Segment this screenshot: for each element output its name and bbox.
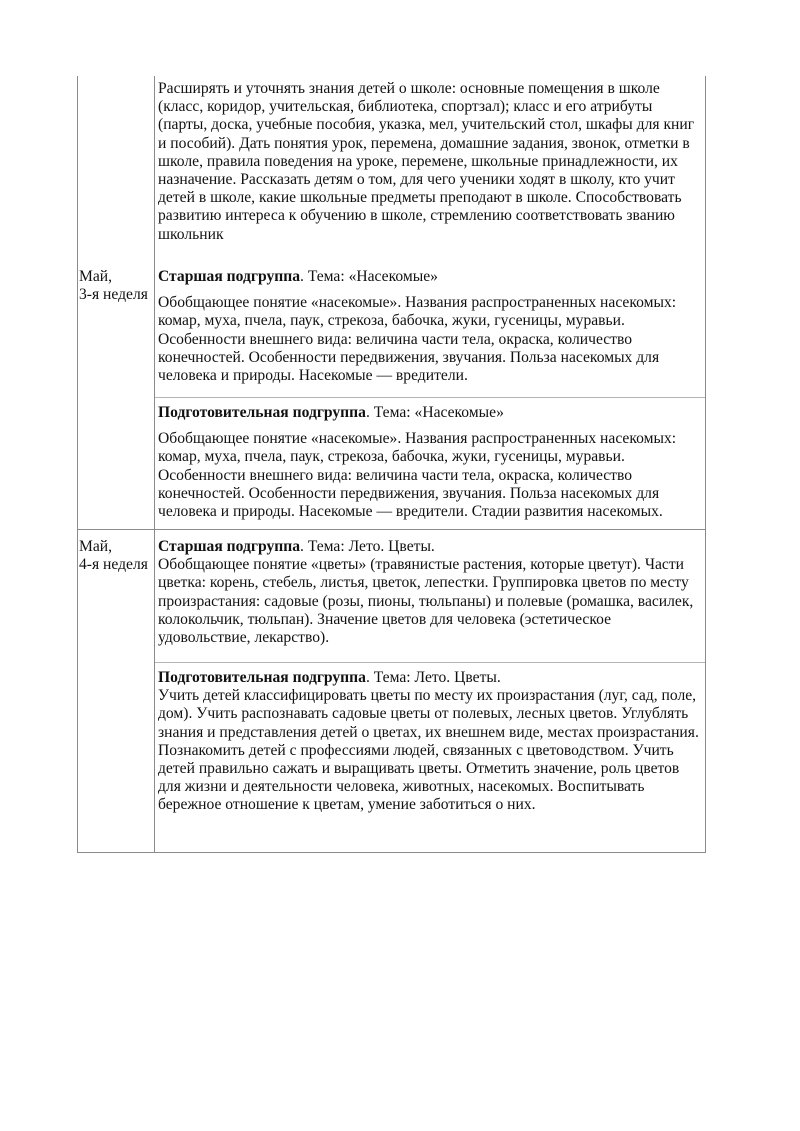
date-month: Май, <box>79 268 113 285</box>
subgroup-title: Подготовительная подгруппа <box>158 669 366 686</box>
subgroup-body: Учить детей классифицировать цветы по месту их произрастания (луг, сад, поле, дом). Учить распознавать садовые цветы от полевых, лесных цветов. Углублять знания и представления детей о цветах, их внешнем виде, местах произрастания. Познакомить детей с профессиями людей, связанных с цветоводством. Учить детей правильно сажать и выращивать цветы. Отметить значение, роль цветов для жизни и деятельности человека, животных, насекомых. Воспитывать бережное отношение к цветам, умение заботиться о них. <box>158 687 699 814</box>
date-month: Май, <box>79 538 113 555</box>
prep-subgroup-week3-cell <box>158 404 703 521</box>
date-cell-week3 <box>79 268 148 304</box>
subgroup-heading <box>158 404 703 422</box>
subgroup-body: Обобщающее понятие «цветы» (травянистые растения, которые цветут). Части цветка: корень, стебель, листья, цветок, лепестки. Группировка цветов по месту произрастания: садовые (розы, пионы, тюльпаны) и полевые (ромашка, василек, колокольчик, тюльпан). Значение цветов для человека (эстетическое удовольствие, лекарство). <box>158 556 694 647</box>
subgroup-body: Обобщающее понятие «насекомые». Названия распространенных насекомых: комар, муха, пчела, паук, стрекоза, бабочка, жуки, гусеницы, муравьи. Особенности внешнего вида: величина части тела, окраска, количество конечностей. Особенности передвижения, звучания. Польза насекомых для человека и природы. Насекомые — вредители. Стадии развития насекомых. <box>158 430 677 521</box>
date-week: 4-я неделя <box>79 556 148 573</box>
table-bottom-border <box>77 852 706 853</box>
senior-subgroup-week3-cell <box>158 268 703 385</box>
table-left-border <box>77 76 78 853</box>
prep-subgroup-week4-cell <box>158 669 703 815</box>
row-divider-week3-week4 <box>77 529 706 530</box>
row-divider-week4-subgroups <box>155 662 705 663</box>
date-week: 3-я неделя <box>79 286 148 303</box>
subgroup-heading <box>158 669 703 687</box>
row-divider-week3-subgroups <box>155 397 705 398</box>
subgroup-theme: . Тема: Лето. Цветы. <box>365 669 501 686</box>
subgroup-body: Обобщающее понятие «насекомые». Названия распространенных насекомых: комар, муха, пчела, паук, стрекоза, бабочка, жуки, гусеницы, муравьи. Особенности внешнего вида: величина части тела, окраска, количество конечностей. Особенности передвижения, звучания. Польза насекомых для человека и природы. Насекомые — вредители. <box>158 294 677 385</box>
subgroup-theme: . Тема: Лето. Цветы. <box>300 538 435 555</box>
date-cell-week4 <box>79 538 148 574</box>
subgroup-title: Старшая подгруппа <box>158 538 301 555</box>
subgroup-title: Подготовительная подгруппа <box>158 404 366 421</box>
subgroup-title: Старшая подгруппа <box>158 268 301 285</box>
subgroup-heading <box>158 268 703 286</box>
subgroup-theme: . Тема: «Насекомые» <box>365 404 504 421</box>
school-topic-cell <box>158 80 703 244</box>
subgroup-theme: . Тема: «Насекомые» <box>300 268 438 285</box>
table-right-border <box>705 76 706 853</box>
school-topic-text: Расширять и уточнять знания детей о школе: основные помещения в школе (класс, коридор, учительская, библиотека, спортзал); класс и его атрибуты (парты, доска, учебные пособия, указка, мел, учительский стол, шкафы для книг и пособий). Дать понятия урок, перемена, домашние задания, звонок, отметки в школе, правила поведения на уроке, перемене, школьные принадлежности, их назначение. Рассказать детям о том, для чего ученики ходят в школу, кто учит детей в школе, какие школьные предметы преподают в школе. Способствовать развитию интереса к обучению в школе, стремлению соответствовать званию школьник <box>158 80 695 243</box>
subgroup-heading <box>158 538 703 556</box>
table-column-divider <box>154 76 155 853</box>
senior-subgroup-week4-cell <box>158 538 703 647</box>
